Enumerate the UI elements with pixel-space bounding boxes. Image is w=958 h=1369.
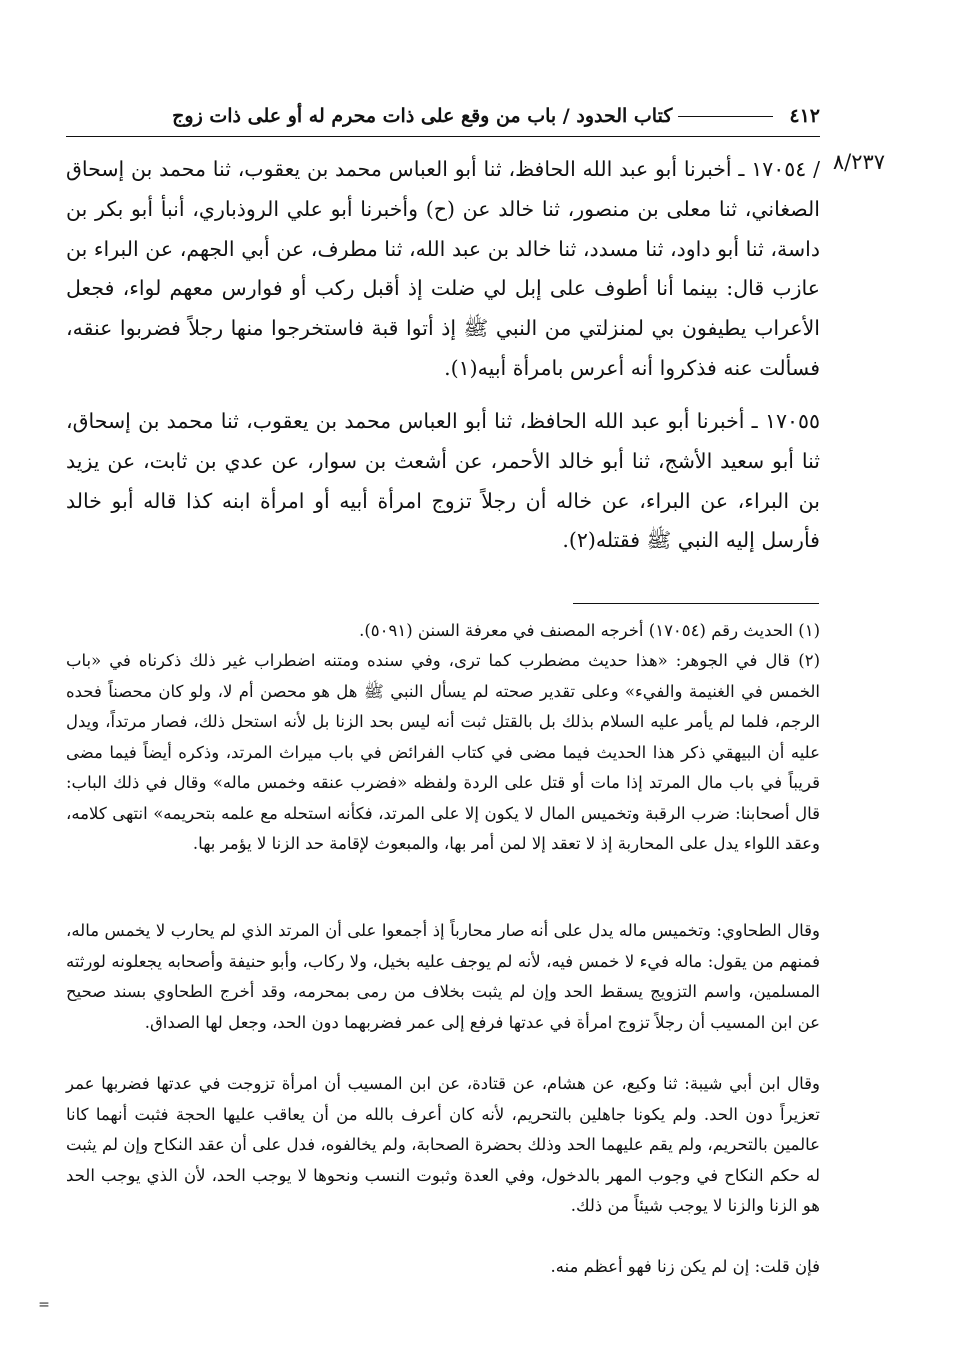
footnote-2: (٢) قال في الجوهر: «هذا حديث مضطرب كما ترى، وفي سنده ومتنه اضطراب غير ذلك ذكرناه في «باب الخمس في الغنيمة والفيء» وعلى تقدير صحته لم يسأل النبي ﷺ هل هو محصن أم لا، ولو كان محصناً فحده الرجم، فلما لم يأمر عليه السلام بذلك بل بالقتل ثبت أنه ليس بحد الزنا بل لأنه استحل ذلك، فصار مرتداً، ويدل عليه أن البيهقي ذكر هذا الحديث فيما مضى في كتاب الفرائض في باب ميراث المرتد، وذكره أيضاً فيما مضى قريباً في باب مال المرتد إذا مات أو قتل على الردة ولفظه «فضرب عنقه وخمس ماله» وقال في ذلك الباب: قال أصحابنا: ضرب الرقبة وتخميس المال لا يكون إلا على المرتد، فكأنه استحله مع علمه بتحريمه» انتهى كلامه، وعقد اللواء يدل على المحاربة إذ لا تعقد إلا لمن أمر بها، والمبعوث لإقامة حد الزنا لا يؤمر بها. — [66, 651, 820, 853]
header-dash — [678, 116, 773, 117]
footnote-2-tahawi: وقال الطحاوي: وتخميس ماله يدل على أنه صار محارباً إذ أجمعوا على أن المرتد الذي لم يحارب لا يخمس ماله، فمنهم من يقول: ماله فيء لا خمس فيه، لأنه لم يوجف عليه بخيل، ولا ركاب، وأبو حنيفة وأصحابه يجعلونه لورثته المسلمين، واسم التزويج يسقط الحد وإن لم يثبت بخلاف من رمى بمحرمه، وقد أخرج الطحاوي بسند صحيح عن ابن المسيب أن رجلاً تزوج امرأة في عدتها فرفع إلى عمر فضربهما دون الحد، وجعل لها الصداق. — [66, 921, 820, 1032]
footnotes — [66, 616, 820, 1282]
running-header — [66, 98, 820, 134]
hadith-17054: / ١٧٠٥٤ ـ أخبرنا أبو عبد الله الحافظ، ثنا أبو العباس محمد بن يعقوب، ثنا محمد بن إسحاق الصغاني، ثنا معلى بن منصور، ثنا خالد عن (ح) وأخبرنا أبو علي الروذباري، أنبأ أبو بكر بن داسة، ثنا أبو داود، ثنا مسدد، ثنا خالد بن عبد الله، ثنا مطرف، عن أبي الجهم، عن البراء بن عازب قال: بينما أنا أطوف على إبل لي ضلت إذ أقبل ركب أو فوارس معهم لواء، فجعل الأعراب يطيفون بي لمنزلتي من النبي ﷺ إذ أتوا قبة فاستخرجوا منها رجلاً فضربوا عنقه، فسألت عنه فذكروا أنه أعرس بامرأة أبيه(١). — [66, 157, 820, 380]
header-rule — [66, 136, 820, 137]
continuation-mark: = — [38, 1297, 50, 1313]
margin-reference: ٨/٢٣٧ — [832, 150, 886, 174]
footnote-2-objection: فإن قلت: إن لم يكن زنا فهو أعظم منه. — [550, 1257, 820, 1276]
footnote-1: (١) الحديث رقم (١٧٠٥٤) أخرجه المصنف في معرفة السنن (٥٠٩١). — [359, 621, 820, 640]
header-title: كتاب الحدود / باب من وقع على ذات محرم له أو على ذات زوج — [172, 105, 673, 127]
main-text — [66, 150, 820, 602]
footnote-2-ibn-abi-shaybah: وقال ابن أبي شيبة: ثنا وكيع، عن هشام، عن قتادة، عن ابن المسيب أن امرأة تزوجت في عدتها فضربها عمر تعزيراً دون الحد. ولم يكونا جاهلين بالتحريم، لأنه كان أعرف بالله من أن يعاقب عليها الحجة فثبت أنهما كانا عالمين بالتحريم، ولم يقم عليهما الحد وذلك بحضرة الصحابة، ولم يخالفوه، فدل على أن عقد النكاح وإن لم يثبت له حكم النكاح في وجوب المهر بالدخول، وفي العدة وثبوت النسب ونحوها لا يوجب الحد، لأن الذي يوجب الحد هو الزنا والزنا لا يوجب شيئاً من ذلك. — [66, 1074, 820, 1215]
page-number: ٤١٢ — [789, 105, 820, 127]
hadith-17055: ١٧٠٥٥ ـ أخبرنا أبو عبد الله الحافظ، ثنا أبو العباس محمد بن يعقوب، ثنا محمد بن إسحاق، ثنا أبو سعيد الأشج، ثنا أبو خالد الأحمر، عن أشعث بن سوار، عن عدي بن ثابت، عن يزيد بن البراء، عن البراء، عن خاله أن رجلاً تزوج امرأة أبيه أو امرأة ابنه كذا قاله أبو خالد فأرسل إليه النبي ﷺ فقتله(٢). — [66, 409, 820, 553]
footnote-separator — [573, 603, 819, 604]
